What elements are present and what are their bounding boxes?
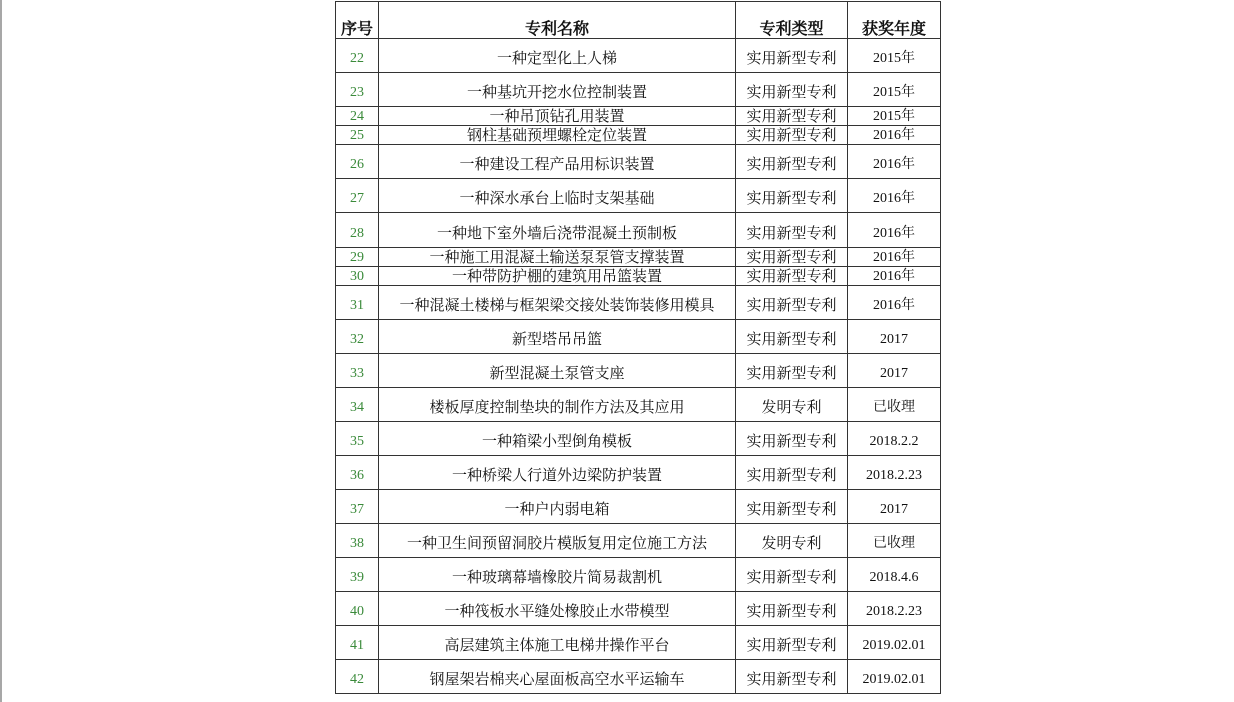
cell-patent-name: 一种深水承台上临时支架基础 (379, 179, 736, 213)
cell-patent-name: 一种基坑开挖水位控制装置 (379, 73, 736, 107)
table-row (336, 248, 941, 267)
table-row (336, 286, 941, 320)
patent-table-body (336, 39, 941, 694)
cell-patent-type: 实用新型专利 (736, 490, 848, 524)
table-row (336, 490, 941, 524)
cell-patent-type: 实用新型专利 (736, 626, 848, 660)
cell-serial-number: 28 (336, 213, 379, 248)
cell-award-year: 2017 (848, 354, 941, 388)
table-row (336, 39, 941, 73)
cell-patent-type: 实用新型专利 (736, 592, 848, 626)
cell-patent-type: 发明专利 (736, 388, 848, 422)
cell-award-year: 2016年 (848, 179, 941, 213)
cell-patent-type: 实用新型专利 (736, 286, 848, 320)
table-row (336, 145, 941, 179)
cell-patent-type: 实用新型专利 (736, 213, 848, 248)
cell-serial-number: 40 (336, 592, 379, 626)
cell-serial-number: 24 (336, 107, 379, 126)
cell-serial-number: 41 (336, 626, 379, 660)
cell-award-year: 已收理 (848, 524, 941, 558)
cell-patent-type: 实用新型专利 (736, 179, 848, 213)
cell-award-year: 2016年 (848, 267, 941, 286)
cell-award-year: 2019.02.01 (848, 660, 941, 694)
cell-award-year: 2018.2.2 (848, 422, 941, 456)
page-gutter (0, 0, 2, 702)
cell-serial-number: 32 (336, 320, 379, 354)
cell-patent-type: 实用新型专利 (736, 126, 848, 145)
table-row (336, 73, 941, 107)
cell-serial-number: 31 (336, 286, 379, 320)
cell-award-year: 2015年 (848, 73, 941, 107)
cell-serial-number: 22 (336, 39, 379, 73)
cell-award-year: 2015年 (848, 107, 941, 126)
table-row (336, 592, 941, 626)
table-row (336, 660, 941, 694)
cell-patent-name: 高层建筑主体施工电梯井操作平台 (379, 626, 736, 660)
cell-patent-type: 实用新型专利 (736, 267, 848, 286)
cell-award-year: 2016年 (848, 213, 941, 248)
table-row (336, 558, 941, 592)
cell-serial-number: 42 (336, 660, 379, 694)
cell-patent-type: 实用新型专利 (736, 39, 848, 73)
cell-serial-number: 33 (336, 354, 379, 388)
cell-serial-number: 26 (336, 145, 379, 179)
table-row (336, 388, 941, 422)
cell-patent-type: 发明专利 (736, 524, 848, 558)
table-row (336, 267, 941, 286)
cell-award-year: 2015年 (848, 39, 941, 73)
table-row (336, 354, 941, 388)
table-row (336, 126, 941, 145)
cell-patent-type: 实用新型专利 (736, 354, 848, 388)
cell-award-year: 2017 (848, 490, 941, 524)
cell-serial-number: 29 (336, 248, 379, 267)
cell-patent-name: 一种施工用混凝土输送泵泵管支撑装置 (379, 248, 736, 267)
cell-patent-name: 一种定型化上人梯 (379, 39, 736, 73)
cell-patent-type: 实用新型专利 (736, 107, 848, 126)
cell-award-year: 2016年 (848, 248, 941, 267)
cell-patent-type: 实用新型专利 (736, 660, 848, 694)
cell-patent-name: 一种户内弱电箱 (379, 490, 736, 524)
table-row (336, 456, 941, 490)
cell-serial-number: 30 (336, 267, 379, 286)
cell-serial-number: 23 (336, 73, 379, 107)
cell-award-year: 2017 (848, 320, 941, 354)
cell-award-year: 2018.2.23 (848, 456, 941, 490)
table-row (336, 213, 941, 248)
cell-award-year: 2016年 (848, 145, 941, 179)
table-row (336, 179, 941, 213)
cell-patent-name: 新型混凝土泵管支座 (379, 354, 736, 388)
header-serial: 序号 (336, 2, 379, 39)
cell-patent-name: 一种筏板水平缝处橡胶止水带模型 (379, 592, 736, 626)
cell-award-year: 2018.4.6 (848, 558, 941, 592)
table-row (336, 524, 941, 558)
header-patent-type: 专利类型 (736, 2, 848, 39)
cell-serial-number: 39 (336, 558, 379, 592)
cell-patent-name: 楼板厚度控制垫块的制作方法及其应用 (379, 388, 736, 422)
cell-patent-name: 新型塔吊吊篮 (379, 320, 736, 354)
table-row (336, 320, 941, 354)
cell-serial-number: 27 (336, 179, 379, 213)
cell-patent-type: 实用新型专利 (736, 456, 848, 490)
cell-serial-number: 34 (336, 388, 379, 422)
cell-patent-name: 一种桥梁人行道外边梁防护装置 (379, 456, 736, 490)
cell-serial-number: 37 (336, 490, 379, 524)
cell-award-year: 2018.2.23 (848, 592, 941, 626)
cell-award-year: 已收理 (848, 388, 941, 422)
header-award-year: 获奖年度 (848, 2, 941, 39)
cell-patent-type: 实用新型专利 (736, 248, 848, 267)
cell-patent-type: 实用新型专利 (736, 73, 848, 107)
cell-patent-name: 一种箱梁小型倒角模板 (379, 422, 736, 456)
cell-award-year: 2016年 (848, 286, 941, 320)
cell-patent-name: 一种卫生间预留洞胶片模版复用定位施工方法 (379, 524, 736, 558)
table-row (336, 422, 941, 456)
cell-patent-name: 一种地下室外墙后浇带混凝土预制板 (379, 213, 736, 248)
patent-table (335, 1, 941, 694)
cell-patent-name: 一种建设工程产品用标识装置 (379, 145, 736, 179)
cell-patent-name: 钢柱基础预埋螺栓定位装置 (379, 126, 736, 145)
cell-serial-number: 38 (336, 524, 379, 558)
cell-serial-number: 36 (336, 456, 379, 490)
cell-patent-name: 一种混凝土楼梯与框架梁交接处装饰装修用模具 (379, 286, 736, 320)
table-row (336, 107, 941, 126)
header-patent-name: 专利名称 (379, 2, 736, 39)
cell-patent-name: 一种带防护棚的建筑用吊篮装置 (379, 267, 736, 286)
cell-award-year: 2016年 (848, 126, 941, 145)
header-row (336, 2, 941, 39)
cell-patent-name: 钢屋架岩棉夹心屋面板高空水平运输车 (379, 660, 736, 694)
cell-patent-type: 实用新型专利 (736, 422, 848, 456)
cell-award-year: 2019.02.01 (848, 626, 941, 660)
table-row (336, 626, 941, 660)
cell-serial-number: 35 (336, 422, 379, 456)
cell-patent-type: 实用新型专利 (736, 320, 848, 354)
cell-patent-type: 实用新型专利 (736, 145, 848, 179)
cell-patent-name: 一种玻璃幕墙橡胶片简易裁割机 (379, 558, 736, 592)
cell-serial-number: 25 (336, 126, 379, 145)
cell-patent-name: 一种吊顶钻孔用装置 (379, 107, 736, 126)
cell-patent-type: 实用新型专利 (736, 558, 848, 592)
